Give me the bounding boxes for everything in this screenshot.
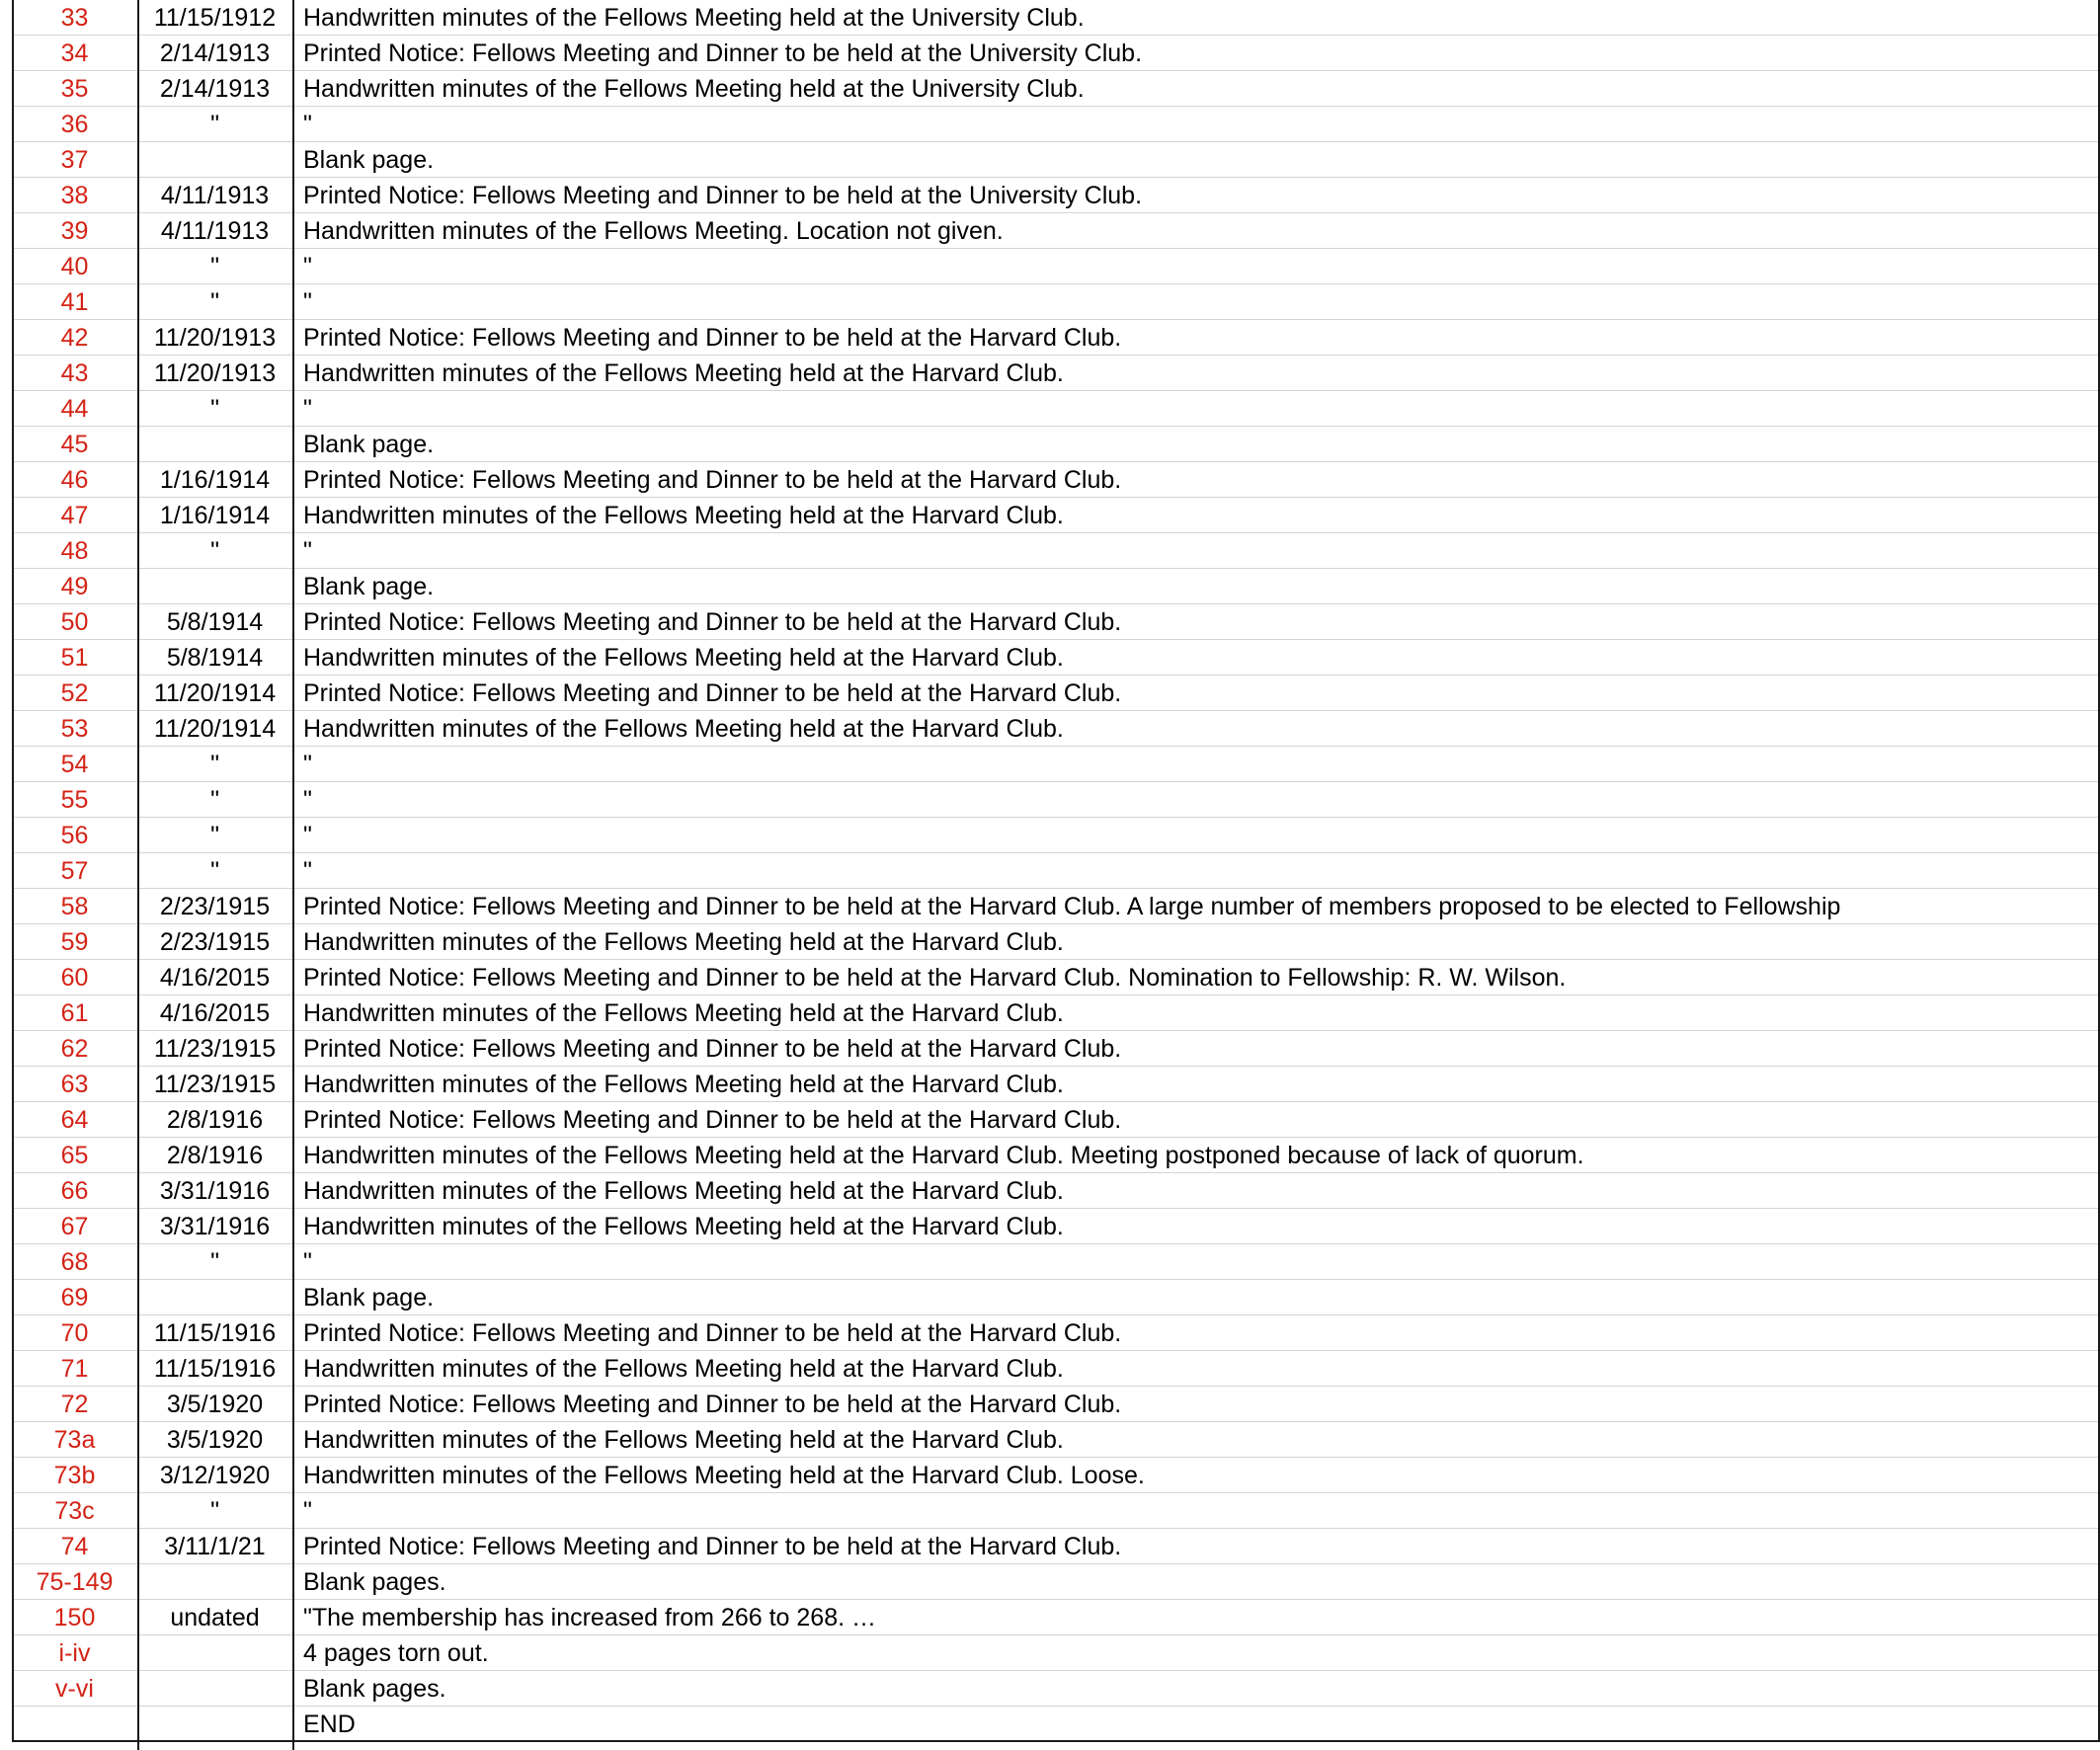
description-cell[interactable]: Printed Notice: Fellows Meeting and Dinner to be held at the Harvard Club. (303, 1533, 1122, 1560)
date-cell[interactable] (137, 1671, 292, 1707)
date-cell[interactable] (137, 142, 292, 178)
table-row (12, 818, 2100, 853)
description-cell[interactable]: Blank page. (303, 146, 435, 174)
page-number-cell[interactable]: 36 (60, 111, 89, 138)
page-number-cell[interactable]: 69 (60, 1284, 89, 1312)
description-cell[interactable]: " (303, 537, 312, 565)
date-cell[interactable] (137, 1280, 292, 1315)
page-number-cell[interactable]: 68 (60, 1248, 89, 1276)
date-cell[interactable]: 3/12/1920 (159, 1462, 271, 1489)
description-cell[interactable]: Handwritten minutes of the Fellows Meeting held at the Harvard Club. Meeting postponed because of lack of quorum. (303, 1142, 1584, 1169)
description-cell[interactable]: Printed Notice: Fellows Meeting and Dinner to be held at the Harvard Club. Nomination to Fellowship: R. W. Wilson. (303, 964, 1567, 992)
table-row (12, 711, 2100, 747)
table-row (12, 284, 2100, 320)
description-cell[interactable]: Blank pages. (303, 1568, 446, 1596)
table-row (12, 995, 2100, 1031)
page-number-cell[interactable]: 56 (60, 822, 89, 849)
page-number-cell[interactable]: 74 (60, 1533, 89, 1560)
page-number-cell[interactable]: 52 (60, 679, 89, 707)
description-cell[interactable]: " (303, 857, 312, 885)
description-cell[interactable]: Printed Notice: Fellows Meeting and Dinner to be held at the Harvard Club. (303, 1106, 1122, 1134)
date-cell[interactable]: " (210, 288, 219, 316)
date-cell[interactable]: 2/8/1916 (166, 1106, 264, 1134)
page-number-cell[interactable]: 57 (60, 857, 89, 885)
table-row (12, 569, 2100, 604)
page-number-cell[interactable]: 63 (60, 1071, 89, 1098)
table-row (12, 498, 2100, 533)
page-number-cell[interactable]: 75-149 (36, 1568, 114, 1596)
date-cell[interactable]: " (210, 1248, 219, 1276)
date-cell[interactable]: 2/14/1913 (159, 75, 271, 103)
date-cell[interactable]: 4/16/2015 (159, 964, 271, 992)
date-cell[interactable] (137, 1707, 292, 1742)
date-cell[interactable]: 1/16/1914 (159, 502, 271, 529)
page-number-cell[interactable]: 71 (60, 1355, 89, 1383)
page-number-cell[interactable]: 45 (60, 431, 89, 458)
description-cell[interactable]: Blank pages. (303, 1675, 446, 1703)
table-row (12, 1458, 2100, 1493)
page-number-cell[interactable] (12, 1707, 137, 1742)
date-cell[interactable]: 1/16/1914 (159, 466, 271, 494)
page-number-cell[interactable]: 46 (60, 466, 89, 494)
date-cell[interactable]: 2/23/1915 (159, 893, 271, 920)
table-row (12, 960, 2100, 995)
date-cell[interactable]: " (210, 751, 219, 778)
description-cell[interactable]: " (303, 111, 312, 138)
page-number-cell[interactable]: 41 (60, 288, 89, 316)
table-row (12, 1493, 2100, 1529)
description-cell[interactable]: " (303, 822, 312, 849)
bottom-border (12, 1740, 2100, 1742)
page-number-cell[interactable]: 39 (60, 217, 89, 245)
table-row (12, 889, 2100, 924)
description-cell[interactable]: Handwritten minutes of the Fellows Meeting held at the Harvard Club. (303, 644, 1064, 672)
table-row (12, 391, 2100, 427)
page-number-cell[interactable]: 73c (54, 1497, 95, 1525)
page-number-cell[interactable]: 72 (60, 1391, 89, 1418)
page-number-cell[interactable]: 65 (60, 1142, 89, 1169)
date-cell[interactable] (137, 1564, 292, 1600)
page-number-cell[interactable]: 37 (60, 146, 89, 174)
date-cell[interactable]: 11/23/1915 (153, 1035, 277, 1063)
date-cell[interactable]: " (210, 111, 219, 138)
table-row (12, 1209, 2100, 1244)
page-number-cell[interactable]: 35 (60, 75, 89, 103)
description-cell[interactable]: Printed Notice: Fellows Meeting and Dinner to be held at the Harvard Club. (303, 1391, 1122, 1418)
description-cell[interactable]: Blank page. (303, 431, 435, 458)
page-number-cell[interactable]: 67 (60, 1213, 89, 1240)
description-cell[interactable]: " (303, 1248, 312, 1276)
table-row (12, 71, 2100, 107)
description-cell[interactable]: Handwritten minutes of the Fellows Meeting held at the Harvard Club. (303, 715, 1064, 743)
date-cell[interactable]: 11/15/1916 (153, 1319, 277, 1347)
date-cell[interactable]: 11/20/1914 (153, 679, 277, 707)
table-row (12, 1244, 2100, 1280)
page-number-cell[interactable]: 34 (60, 40, 89, 67)
description-cell[interactable]: Printed Notice: Fellows Meeting and Dinner to be held at the Harvard Club. A large number of members proposed to be elected to Fellowship (303, 893, 1841, 920)
table-row (12, 356, 2100, 391)
page-number-cell[interactable]: 61 (60, 999, 89, 1027)
table-row (12, 1173, 2100, 1209)
date-cell[interactable]: 11/23/1915 (153, 1071, 277, 1098)
date-cell[interactable] (137, 427, 292, 462)
page-number-cell[interactable]: 54 (60, 751, 89, 778)
table-row (12, 36, 2100, 71)
date-cell[interactable]: " (210, 1497, 219, 1525)
table-row (12, 142, 2100, 178)
table-row (12, 1600, 2100, 1635)
description-cell[interactable]: Handwritten minutes of the Fellows Meeting held at the Harvard Club. (303, 1355, 1064, 1383)
date-cell[interactable]: 11/20/1913 (153, 359, 277, 387)
description-cell[interactable]: Printed Notice: Fellows Meeting and Dinner to be held at the Harvard Club. (303, 608, 1122, 636)
page-number-cell[interactable]: 58 (60, 893, 89, 920)
page-number-cell[interactable]: 55 (60, 786, 89, 814)
table-row (12, 1031, 2100, 1067)
table-row (12, 1138, 2100, 1173)
page-number-cell[interactable]: 59 (60, 928, 89, 956)
description-cell[interactable]: " (303, 1497, 312, 1525)
date-cell[interactable]: 3/5/1920 (166, 1426, 264, 1454)
date-cell[interactable]: 4/11/1913 (160, 182, 270, 209)
table-row (12, 1529, 2100, 1564)
description-cell[interactable]: Handwritten minutes of the Fellows Meeting held at the University Club. (303, 4, 1085, 32)
table-row (12, 1635, 2100, 1671)
spreadsheet-table (12, 0, 2100, 1742)
table-row (12, 0, 2100, 36)
table-row (12, 1422, 2100, 1458)
column-divider-date-description (292, 0, 294, 1750)
description-cell[interactable]: " (303, 786, 312, 814)
date-cell[interactable]: 11/15/1916 (153, 1355, 277, 1383)
date-cell[interactable]: 5/8/1914 (166, 608, 264, 636)
table-row (12, 1280, 2100, 1315)
page-number-cell[interactable]: 42 (60, 324, 89, 352)
page-number-cell[interactable]: 73a (53, 1426, 96, 1454)
date-cell[interactable]: 11/15/1912 (153, 4, 277, 32)
description-cell[interactable]: Handwritten minutes of the Fellows Meeting held at the Harvard Club. (303, 928, 1064, 956)
description-cell[interactable]: Blank page. (303, 1284, 435, 1312)
description-cell[interactable]: 4 pages torn out. (303, 1639, 489, 1667)
date-cell[interactable]: 2/23/1915 (159, 928, 271, 956)
description-cell[interactable]: Handwritten minutes of the Fellows Meeting held at the Harvard Club. (303, 1071, 1064, 1098)
date-cell[interactable]: 4/11/1913 (160, 217, 270, 245)
table-row (12, 1102, 2100, 1138)
description-cell[interactable]: Handwritten minutes of the Fellows Meeting held at the University Club. (303, 75, 1085, 103)
description-cell[interactable]: Handwritten minutes of the Fellows Meeting. Location not given. (303, 217, 1004, 245)
table-row (12, 320, 2100, 356)
description-cell[interactable]: Printed Notice: Fellows Meeting and Dinner to be held at the Harvard Club. (303, 324, 1122, 352)
date-cell[interactable]: " (210, 537, 219, 565)
table-row (12, 249, 2100, 284)
date-cell[interactable]: " (210, 857, 219, 885)
date-cell[interactable]: " (210, 822, 219, 849)
page-number-cell[interactable]: 44 (60, 395, 89, 423)
date-cell[interactable]: 4/16/2015 (159, 999, 271, 1027)
date-cell[interactable]: 2/8/1916 (166, 1142, 264, 1169)
page-number-cell[interactable]: v-vi (55, 1675, 94, 1703)
description-cell[interactable]: Handwritten minutes of the Fellows Meeting held at the Harvard Club. (303, 999, 1064, 1027)
page-number-cell[interactable]: i-iv (58, 1639, 91, 1667)
date-cell[interactable]: 3/11/1/21 (164, 1533, 266, 1560)
description-cell[interactable]: Printed Notice: Fellows Meeting and Dinner to be held at the Harvard Club. (303, 1035, 1122, 1063)
table-row (12, 107, 2100, 142)
page-number-cell[interactable]: 40 (60, 253, 89, 280)
description-cell[interactable]: Handwritten minutes of the Fellows Meeting held at the Harvard Club. (303, 359, 1064, 387)
page-number-cell[interactable]: 43 (60, 359, 89, 387)
table-row (12, 640, 2100, 676)
table-row (12, 747, 2100, 782)
page-number-cell[interactable]: 38 (60, 182, 89, 209)
description-cell[interactable]: END (303, 1710, 356, 1738)
description-cell[interactable]: " (303, 395, 312, 423)
description-cell[interactable]: Printed Notice: Fellows Meeting and Dinner to be held at the Harvard Club. (303, 466, 1122, 494)
date-cell[interactable]: 2/14/1913 (159, 40, 271, 67)
table-row (12, 1387, 2100, 1422)
table-row (12, 1564, 2100, 1600)
table-row (12, 178, 2100, 213)
date-cell[interactable]: 5/8/1914 (166, 644, 264, 672)
description-cell[interactable]: Handwritten minutes of the Fellows Meeting held at the Harvard Club. Loose. (303, 1462, 1145, 1489)
page-number-cell[interactable]: 70 (60, 1319, 89, 1347)
table-row (12, 1351, 2100, 1387)
date-cell[interactable]: " (210, 395, 219, 423)
page-number-cell[interactable]: 48 (60, 537, 89, 565)
table-row (12, 1707, 2100, 1742)
description-cell[interactable]: Printed Notice: Fellows Meeting and Dinner to be held at the Harvard Club. (303, 1319, 1122, 1347)
table-row (12, 782, 2100, 818)
description-cell[interactable]: Handwritten minutes of the Fellows Meeting held at the Harvard Club. (303, 502, 1064, 529)
page-number-cell[interactable]: 51 (60, 644, 89, 672)
page-number-cell[interactable]: 60 (60, 964, 89, 992)
page-number-cell[interactable]: 66 (60, 1177, 89, 1205)
page-number-cell[interactable]: 64 (60, 1106, 89, 1134)
date-cell[interactable]: 11/20/1913 (153, 324, 277, 352)
table-row (12, 462, 2100, 498)
table-row (12, 1315, 2100, 1351)
description-cell[interactable]: " (303, 253, 312, 280)
page-number-cell[interactable]: 33 (60, 4, 89, 32)
table-row (12, 604, 2100, 640)
table-row (12, 427, 2100, 462)
description-cell[interactable]: "The membership has increased from 266 to 268. … (303, 1604, 876, 1631)
table-row (12, 924, 2100, 960)
page-number-cell[interactable]: 73b (53, 1462, 96, 1489)
date-cell[interactable] (137, 1635, 292, 1671)
page-number-cell[interactable]: 50 (60, 608, 89, 636)
date-cell[interactable]: " (210, 253, 219, 280)
table-row (12, 853, 2100, 889)
left-border (12, 0, 14, 1740)
date-cell[interactable] (137, 569, 292, 604)
date-cell[interactable]: 3/31/1916 (159, 1213, 271, 1240)
date-cell[interactable]: undated (170, 1604, 260, 1631)
description-cell[interactable]: Printed Notice: Fellows Meeting and Dinner to be held at the University Club. (303, 40, 1143, 67)
description-cell[interactable]: Printed Notice: Fellows Meeting and Dinner to be held at the University Club. (303, 182, 1143, 209)
table-row (12, 676, 2100, 711)
table-row (12, 1671, 2100, 1707)
column-divider-page-date (137, 0, 139, 1750)
date-cell[interactable]: 11/20/1914 (153, 715, 277, 743)
description-cell[interactable]: " (303, 288, 312, 316)
page-number-cell[interactable]: 49 (60, 573, 89, 600)
table-row (12, 533, 2100, 569)
table-row (12, 213, 2100, 249)
page-number-cell[interactable]: 150 (53, 1604, 96, 1631)
description-cell[interactable]: Handwritten minutes of the Fellows Meeting held at the Harvard Club. (303, 1177, 1064, 1205)
description-cell[interactable]: Handwritten minutes of the Fellows Meeting held at the Harvard Club. (303, 1426, 1064, 1454)
table-row (12, 1067, 2100, 1102)
description-cell[interactable]: " (303, 751, 312, 778)
description-cell[interactable]: Blank page. (303, 573, 435, 600)
date-cell[interactable]: 3/31/1916 (159, 1177, 271, 1205)
date-cell[interactable]: 3/5/1920 (166, 1391, 264, 1418)
description-cell[interactable]: Printed Notice: Fellows Meeting and Dinner to be held at the Harvard Club. (303, 679, 1122, 707)
page-number-cell[interactable]: 53 (60, 715, 89, 743)
date-cell[interactable]: " (210, 786, 219, 814)
page-number-cell[interactable]: 47 (60, 502, 89, 529)
page-number-cell[interactable]: 62 (60, 1035, 89, 1063)
description-cell[interactable]: Handwritten minutes of the Fellows Meeting held at the Harvard Club. (303, 1213, 1064, 1240)
